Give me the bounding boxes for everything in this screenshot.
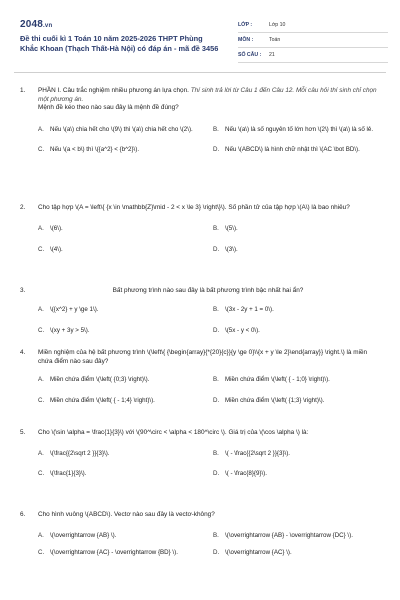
option-letter: C. xyxy=(38,327,45,334)
option-letter: A. xyxy=(38,125,44,133)
question-3 xyxy=(20,287,378,349)
option-letter: D. xyxy=(213,396,220,404)
option-letter: A. xyxy=(38,376,44,384)
question-text: Cho \(\sin \alpha = \frac{1}{3}\) với \(90^\circ < \alpha < 180^\circ \). Giá trị của \(\cos \alpha \) là: xyxy=(38,429,309,436)
option-letter: B. xyxy=(213,224,219,232)
option-d[interactable] xyxy=(213,327,378,335)
option-text: \(\overrightarrow {AC} \). xyxy=(225,549,292,556)
meta-value: Toán xyxy=(269,37,281,44)
question-number: 5. xyxy=(20,429,26,436)
option-b[interactable] xyxy=(213,225,378,233)
option-grid xyxy=(38,376,378,405)
option-text: \(\frac{1}{3}\). xyxy=(50,470,87,477)
option-grid xyxy=(38,126,378,155)
option-text: \( - \frac{{2\sqrt 2 }}{3}\). xyxy=(225,449,291,457)
option-text: Nếu \(a\) chia hết cho \(9\) thì \(a\) chia hết cho \(2\). xyxy=(50,125,193,133)
option-grid xyxy=(38,532,378,558)
option-a[interactable] xyxy=(38,450,203,458)
option-grid xyxy=(38,225,378,255)
question-2 xyxy=(20,204,378,287)
question-number: 1. xyxy=(20,87,26,94)
option-a[interactable] xyxy=(38,376,203,384)
option-a[interactable] xyxy=(38,306,203,314)
question-5 xyxy=(20,429,378,511)
option-letter: D. xyxy=(213,146,220,154)
meta-row-class xyxy=(238,20,388,33)
option-text: \(3\). xyxy=(225,246,238,253)
meta-key: LỚP : xyxy=(238,22,253,29)
option-a[interactable] xyxy=(38,532,203,540)
option-d[interactable] xyxy=(213,146,378,154)
logo-suffix: .vn xyxy=(43,23,53,29)
option-text: \(3x - 2y + 1 = 0\). xyxy=(225,305,274,313)
option-text: \( - \frac{8}{9}\). xyxy=(225,470,267,477)
option-text: \(\frac{{2\sqrt 2 }}{3}\). xyxy=(50,449,110,457)
question-number: 6. xyxy=(20,511,26,518)
document-header xyxy=(14,10,386,68)
option-text: \(6\). xyxy=(50,224,63,232)
option-d[interactable] xyxy=(213,397,378,405)
question-text: Cho hình vuông \(ABCD\). Vectơ nào sau đây là vectơ-không? xyxy=(38,511,215,518)
option-letter: B. xyxy=(213,531,219,539)
meta-value: Lớp 10 xyxy=(269,22,286,29)
meta-key: MÔN : xyxy=(238,37,254,44)
option-letter: C. xyxy=(38,246,45,253)
question-text: Mệnh đề kéo theo nào sau đây là mệnh đề đúng? xyxy=(38,104,179,112)
option-text: \(4\). xyxy=(50,246,63,253)
option-letter: B. xyxy=(213,449,219,457)
option-grid xyxy=(38,306,378,336)
option-letter: C. xyxy=(38,396,45,404)
question-number: 3. xyxy=(20,287,26,294)
option-text: \(\overrightarrow {AC} - \overrightarrow {BD} \). xyxy=(50,549,178,556)
option-letter: B. xyxy=(213,125,219,133)
option-letter: C. xyxy=(38,549,45,556)
meta-row-count xyxy=(238,50,388,63)
question-text: Miền nghiệm của hệ bất phương trình \(\left\{ {\begin{array}{*{20}{c}}{y \ge 0}\\{x + y \le 2}\end{array}} \right.\) là miền chứa điểm nào sau đây? xyxy=(38,349,368,365)
option-b[interactable] xyxy=(213,450,378,458)
option-text: \(5\). xyxy=(225,224,238,232)
option-d[interactable] xyxy=(213,549,378,557)
question-1 xyxy=(20,87,378,204)
option-a[interactable] xyxy=(38,225,203,233)
question-4 xyxy=(20,349,378,429)
question-number: 2. xyxy=(20,204,26,211)
option-b[interactable] xyxy=(213,126,378,134)
question-6 xyxy=(20,511,378,591)
option-text: Nếu \(a < b\) thì \({a^2} < {b^2}\). xyxy=(50,146,140,154)
option-text: Miền chứa điểm \(\left( { - 1;4} \right)\). xyxy=(50,396,155,404)
exam-meta xyxy=(238,20,388,65)
question-stem xyxy=(38,87,378,113)
meta-key: SỐ CÂU : xyxy=(238,52,262,59)
header-divider xyxy=(14,72,386,73)
option-b[interactable] xyxy=(213,306,378,314)
meta-row-subject xyxy=(238,35,388,48)
logo-text: 2048 xyxy=(20,19,44,30)
question-list xyxy=(20,87,378,591)
option-letter: A. xyxy=(38,305,44,313)
question-number: 4. xyxy=(20,349,26,356)
option-text: Miền chứa điểm \(\left( {1;3} \right)\). xyxy=(225,396,325,404)
option-d[interactable] xyxy=(213,246,378,254)
option-c[interactable] xyxy=(38,327,203,335)
option-grid xyxy=(38,450,378,479)
option-text: \(\overrightarrow {AB} \). xyxy=(50,531,117,539)
option-text: \(xy + 3y > 5\). xyxy=(50,327,90,334)
question-text: Cho tập hợp \(A = \left\{ {x \in \mathbb{Z}\mid - 2 < x \le 3} \right\}\). Số phần tử của tập hợp \(A\) là bao nhiêu? xyxy=(38,204,350,211)
option-text: \({x^2} + y \ge 1\). xyxy=(50,305,99,313)
option-letter: C. xyxy=(38,470,45,477)
option-d[interactable] xyxy=(213,470,378,478)
option-text: Miền chứa điểm \(\left( {0;3} \right)\). xyxy=(50,376,150,384)
option-c[interactable] xyxy=(38,146,203,154)
option-letter: D. xyxy=(213,327,220,334)
option-letter: D. xyxy=(213,470,220,477)
option-text: Nếu \(a\) là số nguyên tố lớn hơn \(2\) thì \(a\) là số lẻ. xyxy=(225,125,374,133)
option-letter: A. xyxy=(38,224,44,232)
option-letter: B. xyxy=(213,305,219,313)
option-b[interactable] xyxy=(213,376,378,384)
option-c[interactable] xyxy=(38,470,203,478)
site-logo[interactable] xyxy=(20,18,52,32)
section-heading: PHẦN I. Câu trắc nghiệm nhiều phương án lựa chọn. xyxy=(38,87,189,94)
question-text: Bất phương trình nào sau đây là bất phương trình bậc nhất hai ẩn? xyxy=(112,287,304,294)
option-c[interactable] xyxy=(38,397,203,405)
option-letter: D. xyxy=(213,246,220,253)
option-letter: A. xyxy=(38,449,44,457)
meta-value: 21 xyxy=(269,52,275,59)
option-text: Miền chứa điểm \(\left( { - 1;0} \right)\). xyxy=(225,376,330,384)
option-letter: C. xyxy=(38,146,45,154)
option-c[interactable] xyxy=(38,549,203,557)
section-instruction: Thí sinh trả lời từ Câu 1 đến Câu 12. Mỗi câu hỏi thí sinh chỉ chọn một phương án. xyxy=(38,87,377,103)
option-text: Nếu \(ABCD\) là hình chữ nhật thì \(AC \bot BD\). xyxy=(225,146,360,154)
option-text: \(\overrightarrow {AB} - \overrightarrow {DC} \). xyxy=(225,531,353,539)
option-letter: D. xyxy=(213,549,220,556)
document-title: Đề thi cuối kì 1 Toán 10 năm 2025-2026 THPT Phùng Khắc Khoan (Thạch Thất-Hà Nội) có đáp án - mã đề 3456 xyxy=(20,34,219,53)
option-b[interactable] xyxy=(213,532,378,540)
option-text: \(5x - y < 0\). xyxy=(225,327,260,334)
option-c[interactable] xyxy=(38,246,203,254)
option-letter: A. xyxy=(38,531,44,539)
option-a[interactable] xyxy=(38,126,203,134)
option-letter: B. xyxy=(213,376,219,384)
